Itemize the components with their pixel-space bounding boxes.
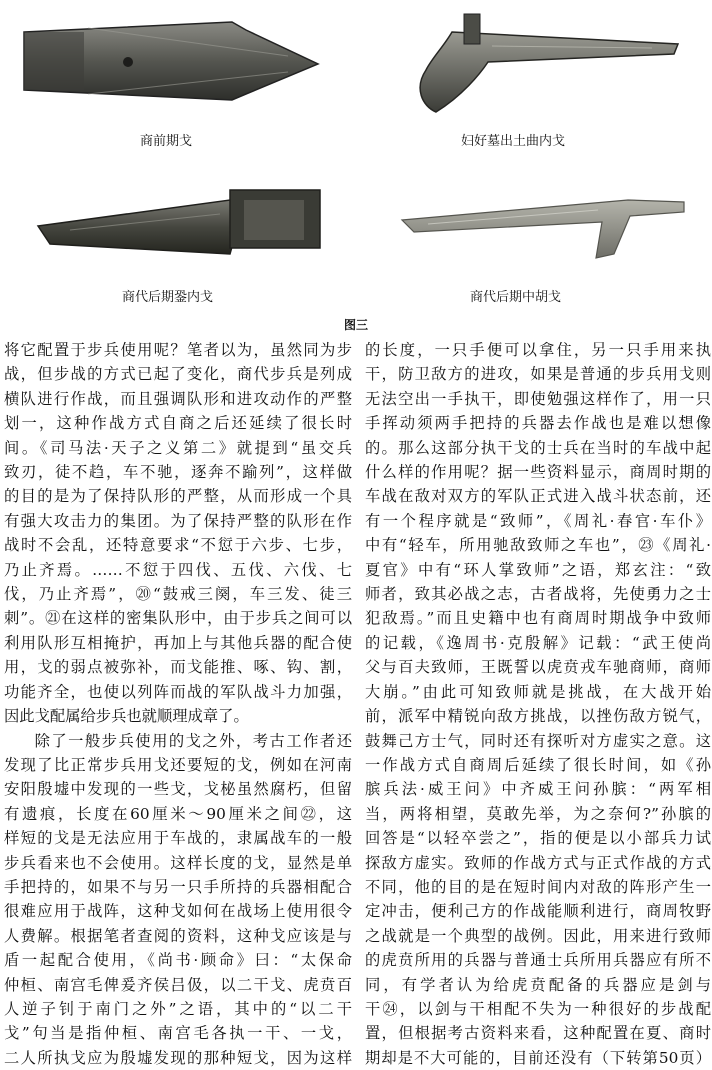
text-line: 戈”句当是指仲桓、南宫毛各执一干、一戈， — [4, 1024, 352, 1043]
ge-photo-mid-hu — [398, 192, 688, 264]
text-line: 仲桓、南宫毛俾爰齐侯吕伋，以二干戈、虎贲百 — [4, 975, 352, 994]
right-text-column — [365, 338, 711, 1070]
text-line: 人逆子钊于南门之外”之语，其中的“以二干 — [4, 999, 352, 1018]
text-line: 刺”。㉑在这样的密集队形中，由于步兵之间可以 — [4, 609, 352, 628]
text-line: 乃止齐焉。……不愆于四伐、五伐、六伐、七 — [4, 560, 352, 579]
text-line: 的虎贲所用的兵器与普通士兵所用兵器应有所不 — [365, 951, 711, 970]
text-line: 致刃，徒不趋，车不驰，逐奔不踰列”，这样做 — [4, 463, 352, 482]
text-line: 步兵看来也不会使用。这样长度的戈，显然是单 — [4, 853, 352, 872]
text-line: 当，两将相望，莫敢先举，为之奈何?”孙膑的 — [365, 804, 711, 823]
text-line: 前，派军中精锐向敌方挑战，以挫伤敌方锐气， — [365, 707, 711, 726]
text-line: 的目的是为了保持队形的严整，从而形成一个具 — [4, 487, 352, 506]
text-line: 无法空出一手执干，即使勉强这样作了，用一只 — [365, 389, 711, 408]
text-line: 的。那么这部分执干戈的士兵在当时的车战中起 — [365, 438, 711, 457]
text-line: 期却是不大可能的，目前还没有（下转第50页） — [365, 1048, 711, 1067]
text-line: 利用队形互相掩护，再加上与其他兵器的配合使 — [4, 633, 352, 652]
text-line: 大崩。”由此可知致师就是挑战，在大战开始 — [365, 682, 711, 701]
text-line: 战，但步战的方式已起了变化，商代步兵是列成 — [4, 365, 352, 384]
text-line: 样短的戈是无法应用于车战的，隶属战车的一般 — [4, 829, 352, 848]
text-line: 除了一般步兵使用的戈之外，考古工作者还 — [34, 731, 352, 750]
text-line: 有遗痕，长度在60厘米～90厘米之间㉒，这 — [4, 804, 352, 823]
text-line: 将它配置于步兵使用呢？笔者以为，虽然同为步 — [4, 341, 352, 359]
text-line: 伐，乃止齐焉”，⑳“鼓戒三阕，车三发、徒三 — [4, 585, 352, 604]
text-line: 二人所执戈应为殷墟发现的那种短戈，因为这样 — [4, 1048, 352, 1067]
text-line: 有强大攻击力的集团。为了保持严整的队形在作 — [4, 511, 352, 530]
figure-caption-3: 商代后期銎内戈 — [122, 290, 214, 305]
text-line: 手挥动须两手把持的兵器去作战也是难以想像 — [365, 414, 711, 433]
text-line: 定冲击，便利己方的作战能顺利进行，商周牧野 — [365, 902, 711, 921]
left-text-column — [4, 338, 352, 1070]
figure-title: 图三 — [343, 318, 368, 332]
text-line: 横队进行作战，而且强调队形和进攻动作的严整 — [4, 389, 352, 408]
text-line: 探敌方虚实。致师的作战方式与正式作战的方式 — [365, 853, 711, 872]
text-line: 的长度，一只手便可以拿住，另一只手用来执 — [365, 341, 711, 359]
text-line: 功能齐全，也使以列阵而战的军队战斗力加强， — [4, 682, 352, 701]
text-line: 一作战方式自商周后延续了很长时间，如《孙 — [365, 755, 711, 774]
text-line: 同，有学者认为给虎贲配备的兵器应是剑与 — [365, 975, 711, 994]
text-line: 干㉔，以剑与干相配不失为一种很好的步战配 — [365, 999, 711, 1018]
text-line: 的记载，《逸周书·克殷解》记载：“武王使尚 — [365, 633, 711, 652]
ge-photo-fuhao-curved-tang — [392, 10, 684, 118]
figure-caption-4: 商代后期中胡戈 — [470, 290, 562, 305]
ge-photo-socketed-tang — [30, 186, 340, 266]
text-line: 有一个程序就是“致师”，《周礼·春官·车仆》 — [365, 511, 711, 530]
text-line: 用，戈的弱点被弥补，而戈能推、啄、钩、割， — [4, 658, 352, 677]
ge-photo-early-shang — [18, 6, 330, 116]
text-line: 膑兵法·威王问》中齐威王问孙膑：“两军相 — [365, 780, 711, 799]
figure-caption-1: 商前期戈 — [140, 134, 193, 149]
text-line: 人费解。根据笔者查阅的资料，这种戈应该是与 — [4, 926, 352, 945]
text-line: 划一，这种作战方式自商之后还延续了很长时 — [4, 414, 352, 433]
text-line: 父与百夫致师，王既誓以虎贲戎车驰商师，商师 — [365, 658, 711, 677]
text-line: 战时不会乱，还特意要求“不愆于六步、七步， — [4, 536, 352, 555]
figure-3 — [0, 0, 712, 312]
text-line: 鼓舞己方士气，同时还有探听对方虚实之意。这 — [365, 731, 711, 750]
text-line: 回答是“以轻卒尝之”，指的便是以小部兵力试 — [365, 829, 711, 848]
text-line: 手把持的，如果不与另一只手所持的兵器相配合 — [4, 877, 352, 896]
text-line: 之战就是一个典型的战例。因此，用来进行致师 — [365, 926, 711, 945]
text-line: 夏官》中有“环人掌致师”之语，郑玄注：“致 — [365, 560, 711, 579]
text-line: 很难应用于战阵，这种戈如何在战场上使用很令 — [4, 902, 352, 921]
text-line: 犯敌焉。”而且史籍中也有商周时期战争中致师 — [365, 609, 711, 628]
text-line: 不同，他的目的是在短时间内对敌的阵形产生一 — [365, 877, 711, 896]
text-line: 置，但根据考古资料来看，这种配置在夏、商时 — [365, 1024, 711, 1043]
text-line: 干，防卫敌方的进攻，如果是普通的步兵用戈则 — [365, 365, 711, 384]
text-line: 师者，致其必战之志，古者战将，先使勇力之士 — [365, 585, 711, 604]
figure-caption-2: 妇好墓出土曲内戈 — [461, 134, 566, 149]
text-line: 车战在敌对双方的军队正式进入战斗状态前，还 — [365, 487, 711, 506]
text-line: 盾一起配合使用，《尚书·顾命》曰：“太保命 — [4, 951, 352, 970]
text-line: 什么样的作用呢？据一些资料显示，商周时期的 — [365, 463, 711, 482]
text-line: 发现了比正常步兵用戈还要短的戈，例如在河南 — [4, 755, 352, 774]
text-line: 间。《司马法·天子之义第二》就提到“虽交兵 — [4, 438, 352, 457]
text-line: 因此戈配属给步兵也就顺理成章了。 — [4, 707, 249, 726]
text-line: 安阳殷墟中发现的一些戈，戈柲虽然腐朽，但留 — [4, 780, 352, 799]
text-line: 中有“轻车，所用驰敌致师之车也”，㉓《周礼· — [365, 536, 711, 555]
